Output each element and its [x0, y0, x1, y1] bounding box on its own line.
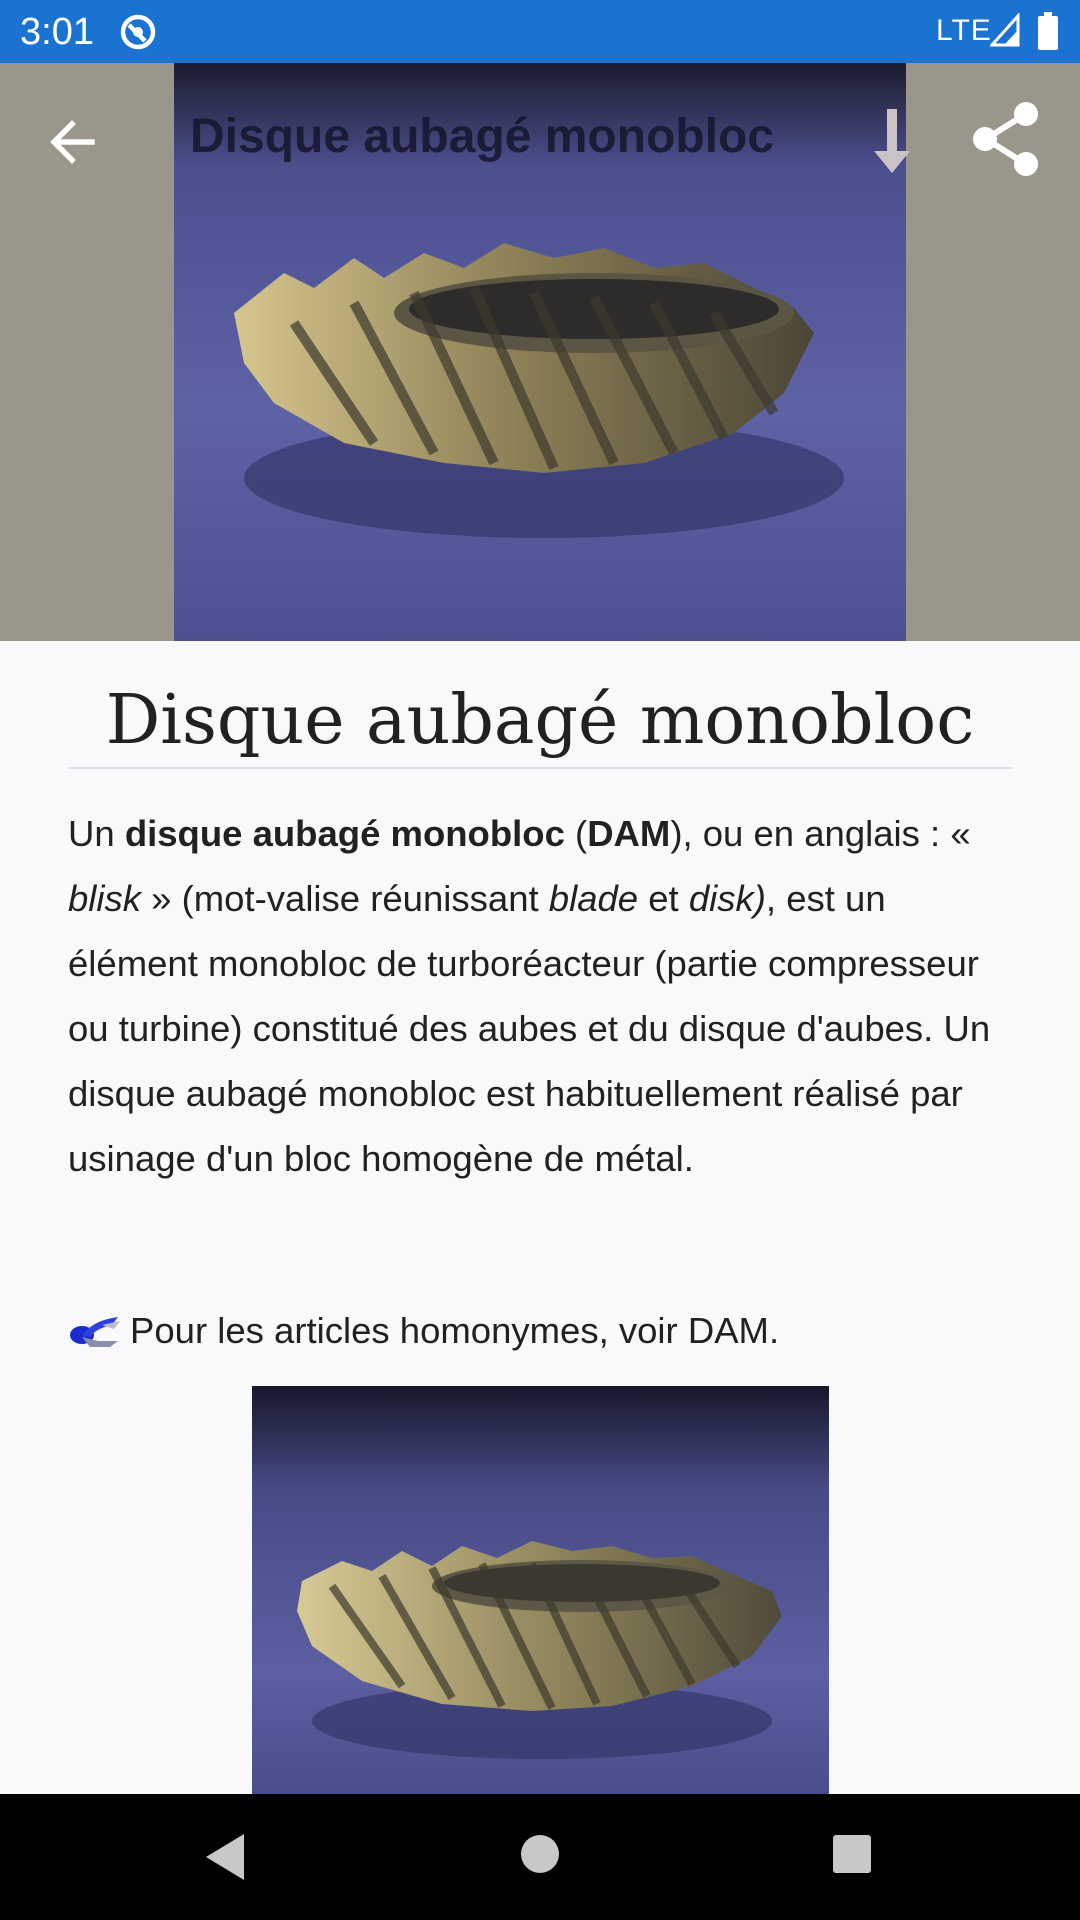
lead-image-header	[0, 63, 1080, 641]
lead-text: (	[564, 813, 588, 854]
toolbar-title: Disque aubagé monobloc	[190, 110, 775, 163]
article-content	[0, 641, 1080, 1794]
signal-icon	[990, 13, 1020, 47]
lead-text: » (mot-valise réunissant	[141, 878, 549, 919]
lead-italic-term: disk)	[688, 878, 766, 919]
lead-text: ), ou en anglais : «	[670, 813, 971, 854]
download-icon[interactable]	[862, 101, 922, 181]
article-title: Disque aubagé monobloc	[105, 681, 975, 760]
lead-bold-abbreviation: DAM	[587, 813, 671, 854]
status-time: 3:01	[20, 11, 94, 53]
disambiguation-notice[interactable]	[68, 1301, 1012, 1361]
lead-paragraph	[68, 801, 1012, 1191]
lead-bold-term: disque aubagé monobloc	[124, 813, 565, 854]
share-icon[interactable]	[968, 99, 1044, 179]
system-navigation-bar	[0, 1794, 1080, 1920]
disambiguation-icon	[68, 1311, 122, 1353]
title-divider	[68, 767, 1012, 769]
network-type-label: LTE	[936, 14, 992, 47]
nav-home-icon[interactable]	[520, 1834, 560, 1874]
lead-text: , est un élément monobloc de turboréacteur (partie compresseur ou turbine) constitué des aubes et du disque d'aubes. Un disque aubagé monobloc est habituellement réalisé par usinage d'un bloc homogène de métal.	[68, 878, 991, 1179]
status-bar	[0, 0, 1080, 63]
nav-back-icon[interactable]	[200, 1830, 250, 1884]
lead-italic-term: blade	[548, 878, 639, 919]
lead-text: Un	[68, 813, 125, 854]
article-image[interactable]	[252, 1386, 829, 1794]
battery-icon	[1038, 12, 1058, 50]
sync-icon	[118, 12, 158, 52]
disambiguation-text: Pour les articles homonymes, voir DAM.	[130, 1310, 780, 1351]
lead-text: et	[638, 878, 689, 919]
nav-recents-icon[interactable]	[832, 1834, 872, 1874]
lead-italic-term: blisk	[68, 878, 142, 919]
arrow-back-icon[interactable]	[40, 109, 106, 175]
